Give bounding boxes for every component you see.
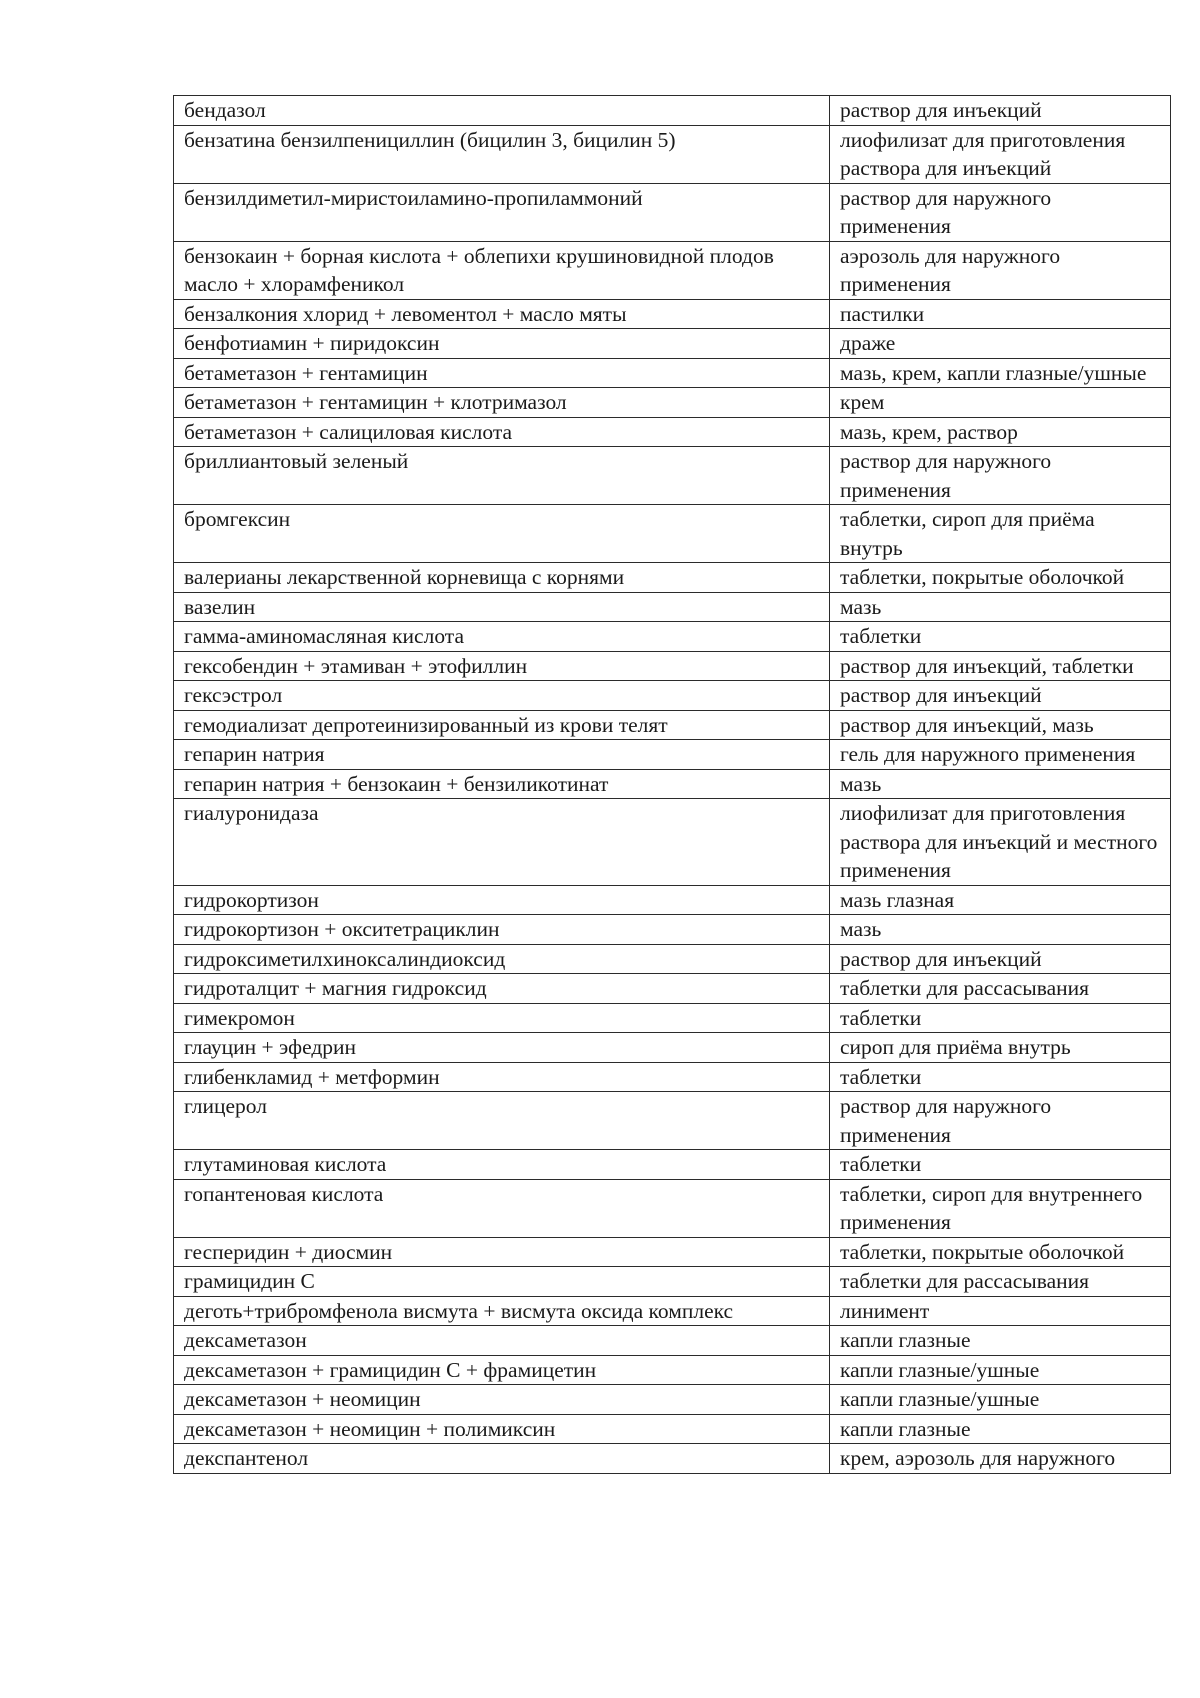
table-row xyxy=(174,885,1171,915)
substance-name-cell: дексаметазон + неомицин xyxy=(174,1385,830,1415)
dosage-form-cell: таблетки xyxy=(830,622,1171,652)
table-row xyxy=(174,1355,1171,1385)
substance-name-cell: гепарин натрия xyxy=(174,740,830,770)
substance-name-cell: декспантенол xyxy=(174,1444,830,1474)
substance-name-cell: гексобендин + этамиван + этофиллин xyxy=(174,651,830,681)
table-row xyxy=(174,1092,1171,1150)
dosage-form-cell: крем xyxy=(830,388,1171,418)
table-row xyxy=(174,125,1171,183)
dosage-form-cell: раствор для инъекций xyxy=(830,944,1171,974)
substance-name-cell: гидроталцит + магния гидроксид xyxy=(174,974,830,1004)
substance-name-cell: бенфотиамин + пиридоксин xyxy=(174,329,830,359)
table-row xyxy=(174,944,1171,974)
table-row xyxy=(174,622,1171,652)
dosage-form-cell: аэрозоль для наружного применения xyxy=(830,241,1171,299)
substance-name-cell: гидроксиметилхиноксалиндиоксид xyxy=(174,944,830,974)
substance-name-cell: бриллиантовый зеленый xyxy=(174,447,830,505)
dosage-form-cell: таблетки xyxy=(830,1062,1171,1092)
dosage-form-cell: капли глазные/ушные xyxy=(830,1355,1171,1385)
dosage-form-cell: таблетки для рассасывания xyxy=(830,1267,1171,1297)
dosage-form-cell: мазь глазная xyxy=(830,885,1171,915)
substance-name-cell: грамицидин С xyxy=(174,1267,830,1297)
substance-name-cell: бензатина бензилпенициллин (бицилин 3, бицилин 5) xyxy=(174,125,830,183)
dosage-form-cell: лиофилизат для приготовления раствора для инъекций xyxy=(830,125,1171,183)
table-row xyxy=(174,1267,1171,1297)
substance-name-cell: глибенкламид + метформин xyxy=(174,1062,830,1092)
dosage-form-cell: таблетки xyxy=(830,1003,1171,1033)
table-row xyxy=(174,1326,1171,1356)
substance-name-cell: гопантеновая кислота xyxy=(174,1179,830,1237)
dosage-form-cell: раствор для наружного применения xyxy=(830,183,1171,241)
table-row xyxy=(174,1179,1171,1237)
table-row xyxy=(174,740,1171,770)
substance-name-cell: бендазол xyxy=(174,96,830,126)
table-row xyxy=(174,710,1171,740)
table-row xyxy=(174,915,1171,945)
dosage-form-cell: гель для наружного применения xyxy=(830,740,1171,770)
table-row xyxy=(174,96,1171,126)
dosage-form-cell: драже xyxy=(830,329,1171,359)
dosage-form-cell: мазь xyxy=(830,769,1171,799)
substance-name-cell: бетаметазон + салициловая кислота xyxy=(174,417,830,447)
substance-name-cell: дексаметазон + грамицидин С + фрамицетин xyxy=(174,1355,830,1385)
substance-name-cell: бензалкония хлорид + левоментол + масло мяты xyxy=(174,299,830,329)
substance-name-cell: бетаметазон + гентамицин + клотримазол xyxy=(174,388,830,418)
dosage-form-cell: таблетки xyxy=(830,1150,1171,1180)
substance-name-cell: гексэстрол xyxy=(174,681,830,711)
table-row xyxy=(174,1003,1171,1033)
dosage-form-cell: мазь, крем, капли глазные/ушные xyxy=(830,358,1171,388)
table-row xyxy=(174,563,1171,593)
table-row xyxy=(174,1150,1171,1180)
substance-name-cell: бензокаин + борная кислота + облепихи крушиновидной плодов масло + хлорамфеникол xyxy=(174,241,830,299)
dosage-form-cell: раствор для инъекций, таблетки xyxy=(830,651,1171,681)
substance-name-cell: бромгексин xyxy=(174,505,830,563)
dosage-form-cell: сироп для приёма внутрь xyxy=(830,1033,1171,1063)
substance-name-cell: гидрокортизон + окситетрациклин xyxy=(174,915,830,945)
dosage-form-cell: пастилки xyxy=(830,299,1171,329)
dosage-form-cell: мазь xyxy=(830,592,1171,622)
dosage-form-cell: капли глазные xyxy=(830,1326,1171,1356)
dosage-form-cell: раствор для инъекций xyxy=(830,681,1171,711)
substance-name-cell: вазелин xyxy=(174,592,830,622)
substance-name-cell: дексаметазон xyxy=(174,1326,830,1356)
table-row xyxy=(174,681,1171,711)
dosage-form-cell: мазь, крем, раствор xyxy=(830,417,1171,447)
dosage-form-cell: капли глазные/ушные xyxy=(830,1385,1171,1415)
table-row xyxy=(174,417,1171,447)
dosage-form-cell: раствор для инъекций xyxy=(830,96,1171,126)
substance-name-cell: гамма-аминомасляная кислота xyxy=(174,622,830,652)
substance-name-cell: гимекромон xyxy=(174,1003,830,1033)
substance-name-cell: гемодиализат депротеинизированный из крови телят xyxy=(174,710,830,740)
dosage-form-cell: раствор для наружного применения xyxy=(830,1092,1171,1150)
substance-name-cell: деготь+трибромфенола висмута + висмута оксида комплекс xyxy=(174,1296,830,1326)
substance-name-cell: дексаметазон + неомицин + полимиксин xyxy=(174,1414,830,1444)
table-row xyxy=(174,1414,1171,1444)
substance-name-cell: валерианы лекарственной корневища с корнями xyxy=(174,563,830,593)
dosage-form-cell: таблетки для рассасывания xyxy=(830,974,1171,1004)
table-row xyxy=(174,241,1171,299)
dosage-form-cell: мазь xyxy=(830,915,1171,945)
dosage-form-cell: таблетки, сироп для внутреннего применения xyxy=(830,1179,1171,1237)
substance-name-cell: глутаминовая кислота xyxy=(174,1150,830,1180)
substance-name-cell: глицерол xyxy=(174,1092,830,1150)
table-row xyxy=(174,388,1171,418)
table-row xyxy=(174,799,1171,886)
table-body xyxy=(174,96,1171,1474)
dosage-form-cell: таблетки, покрытые оболочкой xyxy=(830,1237,1171,1267)
table-row xyxy=(174,592,1171,622)
table-row xyxy=(174,1296,1171,1326)
substance-name-cell: гесперидин + диосмин xyxy=(174,1237,830,1267)
substance-name-cell: гидрокортизон xyxy=(174,885,830,915)
table-row xyxy=(174,1062,1171,1092)
dosage-form-cell: таблетки, сироп для приёма внутрь xyxy=(830,505,1171,563)
table-row xyxy=(174,505,1171,563)
substance-name-cell: гепарин натрия + бензокаин + бензиликотинат xyxy=(174,769,830,799)
substance-name-cell: гиалуронидаза xyxy=(174,799,830,886)
table-row xyxy=(174,358,1171,388)
table-row xyxy=(174,299,1171,329)
table-row xyxy=(174,183,1171,241)
substance-name-cell: бетаметазон + гентамицин xyxy=(174,358,830,388)
substance-name-cell: глауцин + эфедрин xyxy=(174,1033,830,1063)
table-row xyxy=(174,769,1171,799)
table-row xyxy=(174,974,1171,1004)
dosage-form-cell: капли глазные xyxy=(830,1414,1171,1444)
drug-table xyxy=(173,95,1171,1474)
table-row xyxy=(174,1237,1171,1267)
table-row xyxy=(174,447,1171,505)
substance-name-cell: бензилдиметил-миристоиламино-пропиламмоний xyxy=(174,183,830,241)
table-row xyxy=(174,1385,1171,1415)
dosage-form-cell: раствор для инъекций, мазь xyxy=(830,710,1171,740)
table-row xyxy=(174,1033,1171,1063)
dosage-form-cell: таблетки, покрытые оболочкой xyxy=(830,563,1171,593)
table-row xyxy=(174,651,1171,681)
table-row xyxy=(174,329,1171,359)
dosage-form-cell: лиофилизат для приготовления раствора для инъекций и местного применения xyxy=(830,799,1171,886)
table-row xyxy=(174,1444,1171,1474)
dosage-form-cell: крем, аэрозоль для наружного xyxy=(830,1444,1171,1474)
dosage-form-cell: раствор для наружного применения xyxy=(830,447,1171,505)
dosage-form-cell: линимент xyxy=(830,1296,1171,1326)
